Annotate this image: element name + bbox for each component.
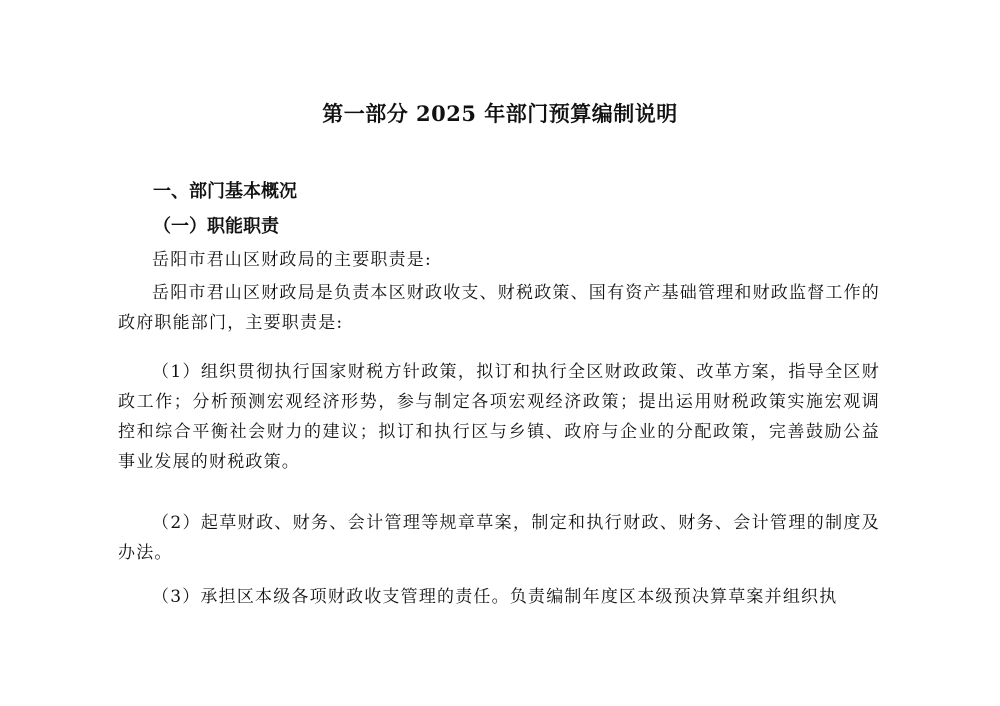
subsection-heading: （一）职能职责 — [153, 216, 279, 237]
section-heading: 一、部门基本概况 — [153, 181, 297, 202]
paragraph-duty-1: （1）组织贯彻执行国家财税方针政策，拟订和执行全区财政政策、改革方案，指导全区财政工作；分析预测宏观经济形势，参与制定各项宏观经济政策；提出运用财税政策实施宏观调控和综合平衡社会财力的建议；拟订和执行区与乡镇、政府与企业的分配政策，完善鼓励公益事业发展的财税政策。 — [118, 362, 880, 472]
paragraph-duty-3: （3）承担区本级各项财政收支管理的责任。负责编制年度区本级预决算草案并组织执 — [152, 587, 838, 607]
paragraph-intro: 岳阳市君山区财政局的主要职责是: — [152, 250, 432, 270]
paragraph-duty-2: （2）起草财政、财务、会计管理等规章草案，制定和执行财政、财务、会计管理的制度及办法。 — [118, 513, 880, 563]
page-title: 第一部分 2025 年部门预算编制说明 — [322, 101, 678, 126]
paragraph-overview: 岳阳市君山区财政局是负责本区财政收支、财税政策、国有资产基础管理和财政监督工作的政府职能部门，主要职责是: — [118, 283, 880, 333]
